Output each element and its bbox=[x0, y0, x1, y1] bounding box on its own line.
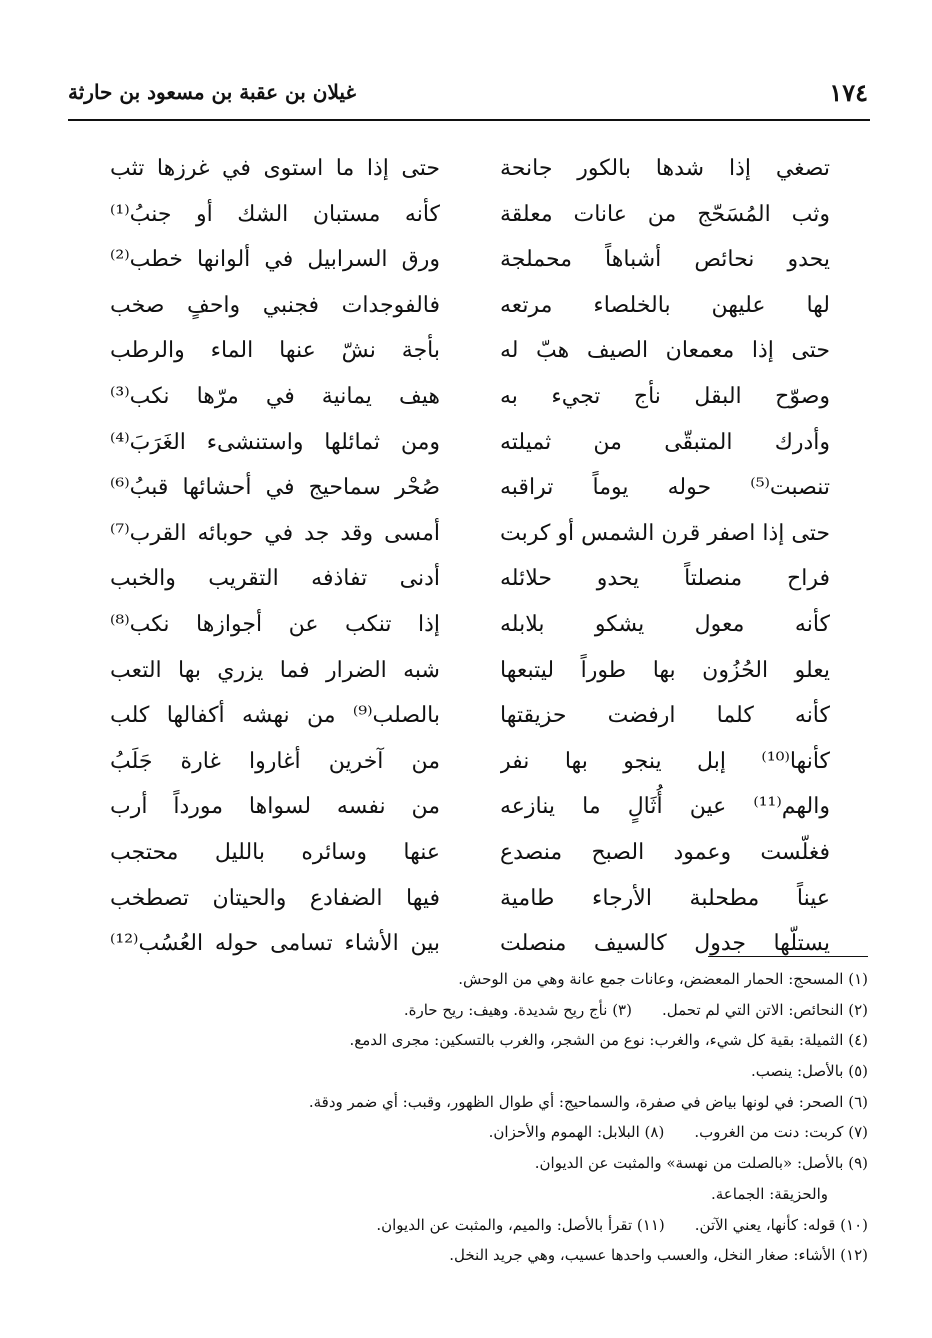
verse-couplet bbox=[110, 374, 830, 420]
first-hemistich: حتى إذا اصفر قرن الشمس أو كربت bbox=[500, 520, 830, 546]
verse-couplet bbox=[110, 511, 830, 557]
footnote-line bbox=[60, 1087, 868, 1118]
verse-couplet bbox=[110, 739, 830, 785]
verse-couplet bbox=[110, 556, 830, 602]
footnote-line bbox=[60, 1117, 868, 1148]
first-hemistich: لها عليهن بالخلصاء مرتعه bbox=[500, 292, 830, 318]
first-hemistich: فغلّست وعمود الصبح منصدع bbox=[500, 839, 830, 865]
first-hemistich: حتى إذا معمعان الصيف هبّ له bbox=[500, 338, 830, 364]
second-hemistich: أدنى تفاذفه التقريب والخبب bbox=[110, 566, 440, 592]
footnote: (٧) كربت: دنت من الغروب. bbox=[694, 1123, 868, 1142]
verse-couplet bbox=[110, 693, 830, 739]
footnote: (١١) تقرأ بالأصل: والميم، والمثبت عن الديوان. bbox=[376, 1215, 665, 1234]
footnote: (١٢) الأشاء: صغار النخل، والعسب واحدها عسيب، وهي جريد النخل. bbox=[449, 1246, 868, 1265]
second-hemistich: أمسى وقد جد في حوبائه القرب⁽⁷⁾ bbox=[110, 520, 440, 546]
second-hemistich: ورق السرابيل في ألوانها خطب⁽²⁾ bbox=[110, 247, 440, 273]
poem bbox=[110, 146, 830, 967]
verse-couplet bbox=[110, 237, 830, 283]
first-hemistich: يستلّها جدول كالسيف منصلت bbox=[500, 931, 830, 957]
verse-couplet bbox=[110, 876, 830, 922]
second-hemistich: بأجة نشّ عنها الماء والرطب bbox=[110, 338, 440, 364]
footnote-line bbox=[60, 1179, 868, 1210]
page-header bbox=[68, 78, 868, 108]
footnote: (٤) الثميلة: بقية كل شيء، والغرب: نوع من الشجر، والغرب بالتسكين: مجرى الدمع. bbox=[349, 1031, 868, 1050]
second-hemistich: فالفوجدات فجنبي واحفٍ صخب bbox=[110, 292, 440, 318]
verse-couplet bbox=[110, 283, 830, 329]
running-title: غيلان بن عقبة بن مسعود بن حارثة bbox=[68, 80, 356, 104]
verse-couplet bbox=[110, 921, 830, 967]
first-hemistich: تصغي إذا شدها بالكور جانحة bbox=[500, 156, 830, 181]
footnote-rule bbox=[708, 956, 868, 957]
footnote: والحزيقة: الجماعة. bbox=[711, 1184, 828, 1203]
first-hemistich: فراح منصلتاً يحدو حلائله bbox=[500, 566, 830, 592]
footnote-line bbox=[60, 1056, 868, 1087]
first-hemistich: وثب المُسَحّج من عانات معلقة bbox=[500, 201, 830, 227]
footnote-line bbox=[60, 1148, 868, 1179]
second-hemistich: صُحْر سماحيج في أحشائها قببُ⁽⁶⁾ bbox=[110, 475, 440, 501]
first-hemistich: كأنه كلما ارفضت حزيقتها bbox=[500, 703, 830, 729]
footnote: (٥) بالأصل: ينصب. bbox=[751, 1062, 868, 1081]
verse-couplet bbox=[110, 420, 830, 466]
footnote: (٢) النحائص: الاتن التي لم تحمل. bbox=[661, 1000, 868, 1019]
page-number: ١٧٤ bbox=[829, 78, 868, 107]
second-hemistich: ومن ثمائلها واستنشىء الغَرَبَ⁽⁴⁾ bbox=[110, 429, 440, 455]
second-hemistich: من آخرين أغاروا غارة جَلَبُ bbox=[110, 748, 440, 774]
first-hemistich: كأنه معول يشكو بلابله bbox=[500, 611, 830, 637]
footnote: (٣) نأج ريح شديدة. وهيف: ريح حارة. bbox=[403, 1000, 632, 1019]
first-hemistich: وأدرك المتبقّى من ثميلته bbox=[500, 429, 830, 455]
second-hemistich: بين الأشاء تسامى حوله العُسُب⁽¹²⁾ bbox=[110, 931, 440, 957]
verse-couplet bbox=[110, 465, 830, 511]
header-rule bbox=[68, 119, 870, 121]
footnote: (١) المسحج: الحمار المعضض، وعانات جمع عانة وهي من الوحش. bbox=[458, 970, 868, 988]
second-hemistich: من نفسه لسواها مورداً أرب bbox=[110, 794, 440, 820]
verse-couplet bbox=[110, 192, 830, 238]
first-hemistich: كأنها⁽¹⁰⁾ إبل ينجو بها نفر bbox=[500, 748, 830, 774]
second-hemistich: شبه الضرار فما يزري بها التعب bbox=[110, 657, 440, 683]
second-hemistich: كأنه مستبان الشك أو جنبُ⁽¹⁾ bbox=[110, 201, 440, 227]
verse-couplet bbox=[110, 830, 830, 876]
footnote-line bbox=[60, 1210, 868, 1241]
verse-couplet bbox=[110, 146, 830, 192]
first-hemistich: وصوّح البقل نأج تجيء به bbox=[500, 383, 830, 409]
verse-couplet bbox=[110, 328, 830, 374]
first-hemistich: يحدو نحائص أشباهاً محملجة bbox=[500, 247, 830, 273]
verse-couplet bbox=[110, 602, 830, 648]
footnote: (٦) الصحر: في لونها بياض في صفرة، والسماحيج: أي طوال الظهور، وقبب: أي ضمر ودقة. bbox=[308, 1092, 868, 1111]
footnote: (٨) البلابل: الهموم والأحزان. bbox=[488, 1123, 665, 1142]
footnote: (٩) بالأصل: «بالصلت من نهسة» والمثبت عن الديوان. bbox=[534, 1154, 868, 1173]
verse-couplet bbox=[110, 648, 830, 694]
second-hemistich: حتى إذا ما استوى في غرزها تثب bbox=[110, 156, 440, 181]
second-hemistich: فيها الضفادع والحيتان تصطخب bbox=[110, 885, 440, 911]
footnotes bbox=[60, 964, 868, 1271]
footnote-line bbox=[60, 995, 868, 1026]
second-hemistich: بالصلب⁽⁹⁾ من نهشه أكفالها كلب bbox=[110, 703, 440, 729]
first-hemistich: يعلو الحُزُون بها طوراً ليتبعها bbox=[500, 657, 830, 683]
second-hemistich: إذا تنكب عن أجوازها نكب⁽⁸⁾ bbox=[110, 611, 440, 637]
footnote-line bbox=[60, 1240, 868, 1271]
first-hemistich: عيناً مطحلبة الأرجاء طامية bbox=[500, 885, 830, 911]
first-hemistich: والهم⁽¹¹⁾ عين أُثَالٍ ما ينازعه bbox=[500, 794, 830, 820]
footnote-line bbox=[60, 964, 868, 995]
second-hemistich: هيف يمانية في مرّها نكب⁽³⁾ bbox=[110, 383, 440, 409]
first-hemistich: تنصبت⁽⁵⁾ حوله يوماً تراقبه bbox=[500, 475, 830, 501]
footnote-line bbox=[60, 1025, 868, 1056]
second-hemistich: عنها وسائره بالليل محتجب bbox=[110, 839, 440, 865]
verse-couplet bbox=[110, 784, 830, 830]
footnote: (١٠) قوله: كأنها، يعني الآتن. bbox=[694, 1215, 868, 1234]
